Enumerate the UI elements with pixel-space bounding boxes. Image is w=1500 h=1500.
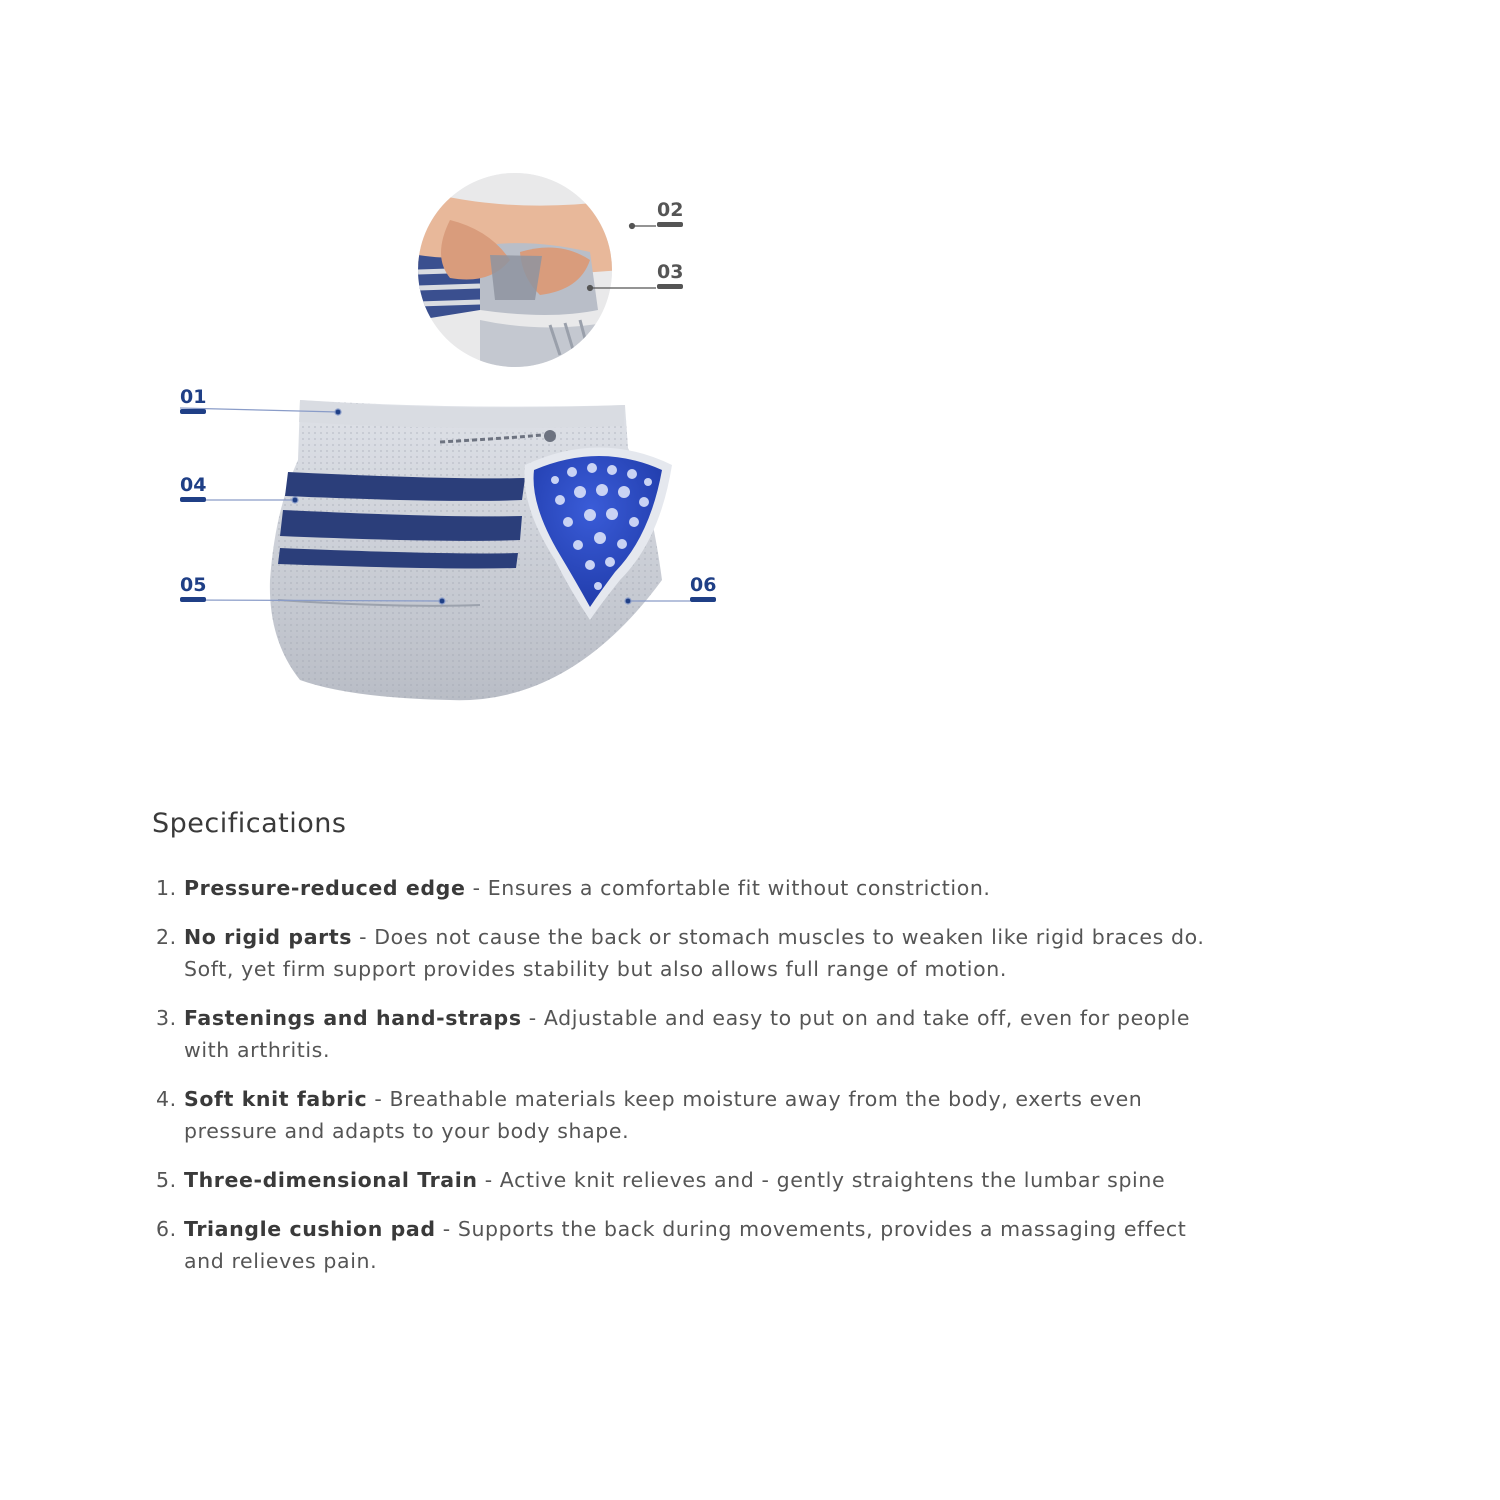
spec-feature-name: No rigid parts (184, 925, 353, 949)
spec-description: - Adjustable and easy to put on and take off, even for people with arthritis. (184, 1006, 1191, 1062)
spec-description: - Supports the back during movements, provides a massaging effect and relieves pain. (184, 1217, 1187, 1273)
specifications-heading: Specifications (152, 808, 347, 839)
spec-item-5 (152, 1164, 1232, 1196)
spec-number: 5. (156, 1168, 177, 1192)
spec-description: - Breathable materials keep moisture away from the body, exerts even pressure and adapts to your body shape. (184, 1087, 1143, 1143)
spec-item-4 (152, 1083, 1232, 1147)
spec-number: 6. (156, 1217, 177, 1241)
spec-feature-name: Triangle cushion pad (184, 1217, 436, 1241)
spec-number: 1. (156, 876, 177, 900)
spec-item-6 (152, 1213, 1232, 1277)
spec-feature-name: Pressure-reduced edge (184, 876, 466, 900)
spec-feature-name: Fastenings and hand-straps (184, 1006, 522, 1030)
spec-feature-name: Soft knit fabric (184, 1087, 368, 1111)
callout-01: 01 (180, 387, 206, 414)
callout-04: 04 (180, 475, 206, 502)
hand-strap-inset (410, 160, 630, 390)
spec-description: - Ensures a comfortable fit without constriction. (465, 876, 991, 900)
spec-description: - Does not cause the back or stomach muscles to weaken like rigid braces do. Soft, yet firm support provides stability but also allows full range of motion. (184, 925, 1205, 981)
spec-item-1 (152, 872, 1232, 904)
spec-number: 4. (156, 1087, 177, 1111)
callout-06: 06 (690, 575, 716, 602)
spec-description: - Active knit relieves and - gently straightens the lumbar spine (477, 1168, 1166, 1192)
callout-03: 03 (657, 262, 683, 289)
spec-item-2 (152, 921, 1232, 985)
callout-02: 02 (657, 200, 683, 227)
spec-feature-name: Three-dimensional Train (184, 1168, 478, 1192)
back-support-illustration (150, 160, 750, 720)
callout-05: 05 (180, 575, 206, 602)
product-figure (150, 160, 750, 720)
spec-item-3 (152, 1002, 1232, 1066)
spec-number: 3. (156, 1006, 177, 1030)
specifications-list (152, 872, 1232, 1294)
spec-number: 2. (156, 925, 177, 949)
